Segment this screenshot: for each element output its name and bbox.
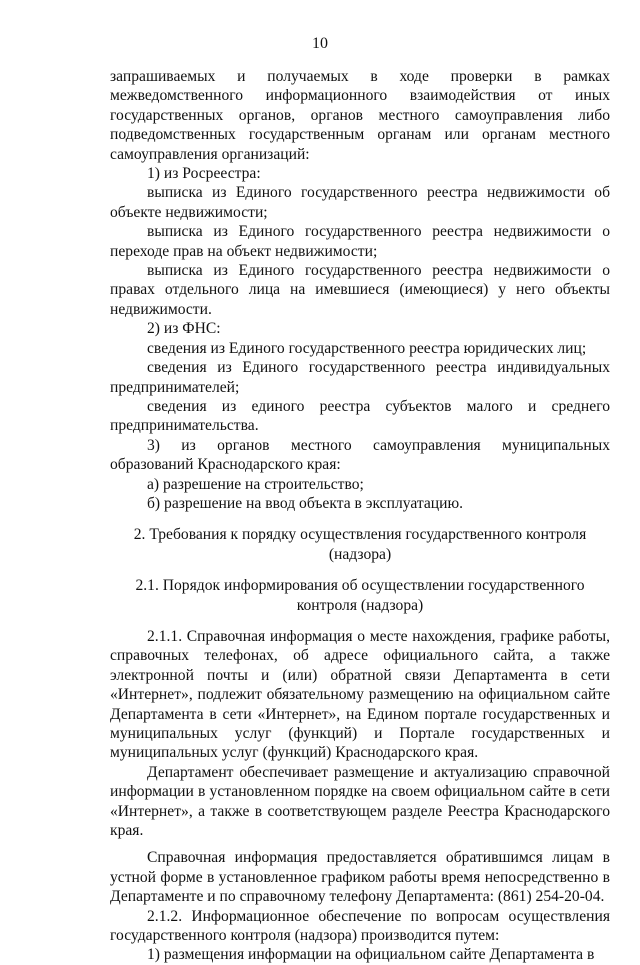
fns-item: сведения из Единого государственного реестра индивидуальных предпринимателей; (110, 359, 610, 396)
local-item: б) разрешение на ввод объекта в эксплуатацию. (147, 494, 464, 512)
fns-item: сведения из Единого государственного реестра юридических лиц; (147, 339, 587, 357)
rosreestr-item: выписка из Единого государственного реестра недвижимости о переходе прав на объект недвижимости; (110, 223, 610, 260)
paragraph: Справочная информация предоставляется обратившимся лицам в устной форме в установленное графиком работы время непосредственно в Департаменте и по справочному телефону Департамента: (861) 254-20-04. (110, 849, 610, 906)
rosreestr-item: выписка из Единого государственного реестра недвижимости об объекте недвижимости; (110, 184, 610, 221)
rosreestr-heading: 1) из Росреестра: (147, 165, 261, 183)
document-body (110, 67, 610, 965)
page-number: 10 (312, 35, 328, 52)
paragraph: 2.1.2. Информационное обеспечение по вопросам осуществления государственного контроля (надзора) производится путем: (110, 907, 610, 945)
paragraph: 2.1.1. Справочная информация о месте нахождения, графике работы, справочных телефонах, об адресе официального сайта, а также электронной почты и (или) обратной связи Департамента в сети «Интернет», подлежит обязательному размещению на официальном сайте Департамента в сети «Интернет», на Едином портале государственных и муниципальных услуг (функций) и Портале государственных и муниципальных услуг (функций) Краснодарского края. (110, 627, 610, 762)
local-heading: 3) из органов местного самоуправления муниципальных образований Краснодарского края: (110, 436, 610, 474)
local-item: а) разрешение на строительство; (147, 475, 364, 493)
section-2-heading: 2. Требования к порядку осуществления государственного контроля (надзора) (133, 526, 587, 563)
fns-heading: 2) из ФНС: (147, 320, 221, 338)
fns-item: сведения из единого реестра субъектов малого и среднего предпринимательства. (110, 397, 610, 435)
section-2-1-heading: 2.1. Порядок информирования об осуществлении государственного контроля (надзора) (135, 577, 585, 614)
rosreestr-item: выписка из Единого государственного реестра недвижимости о правах отдельного лица на имевшиеся (имеющиеся) у него объекты недвижимости. (110, 262, 610, 318)
intro-paragraph: запрашиваемых и получаемых в ходе проверки в рамках межведомственного информационного взаимодействия от иных государственных органов, органов местного самоуправления либо подведомственных государственным органам или органам местного самоуправления организаций: (110, 68, 610, 163)
paragraph: Департамент обеспечивает размещение и актуализацию справочной информации в установленном порядке на своем официальном сайте в сети «Интернет», а также в соответствующем разделе Реестра Краснодарского края. (110, 763, 610, 840)
paragraph: 1) размещения информации на официальном сайте Департамента в (147, 946, 595, 964)
